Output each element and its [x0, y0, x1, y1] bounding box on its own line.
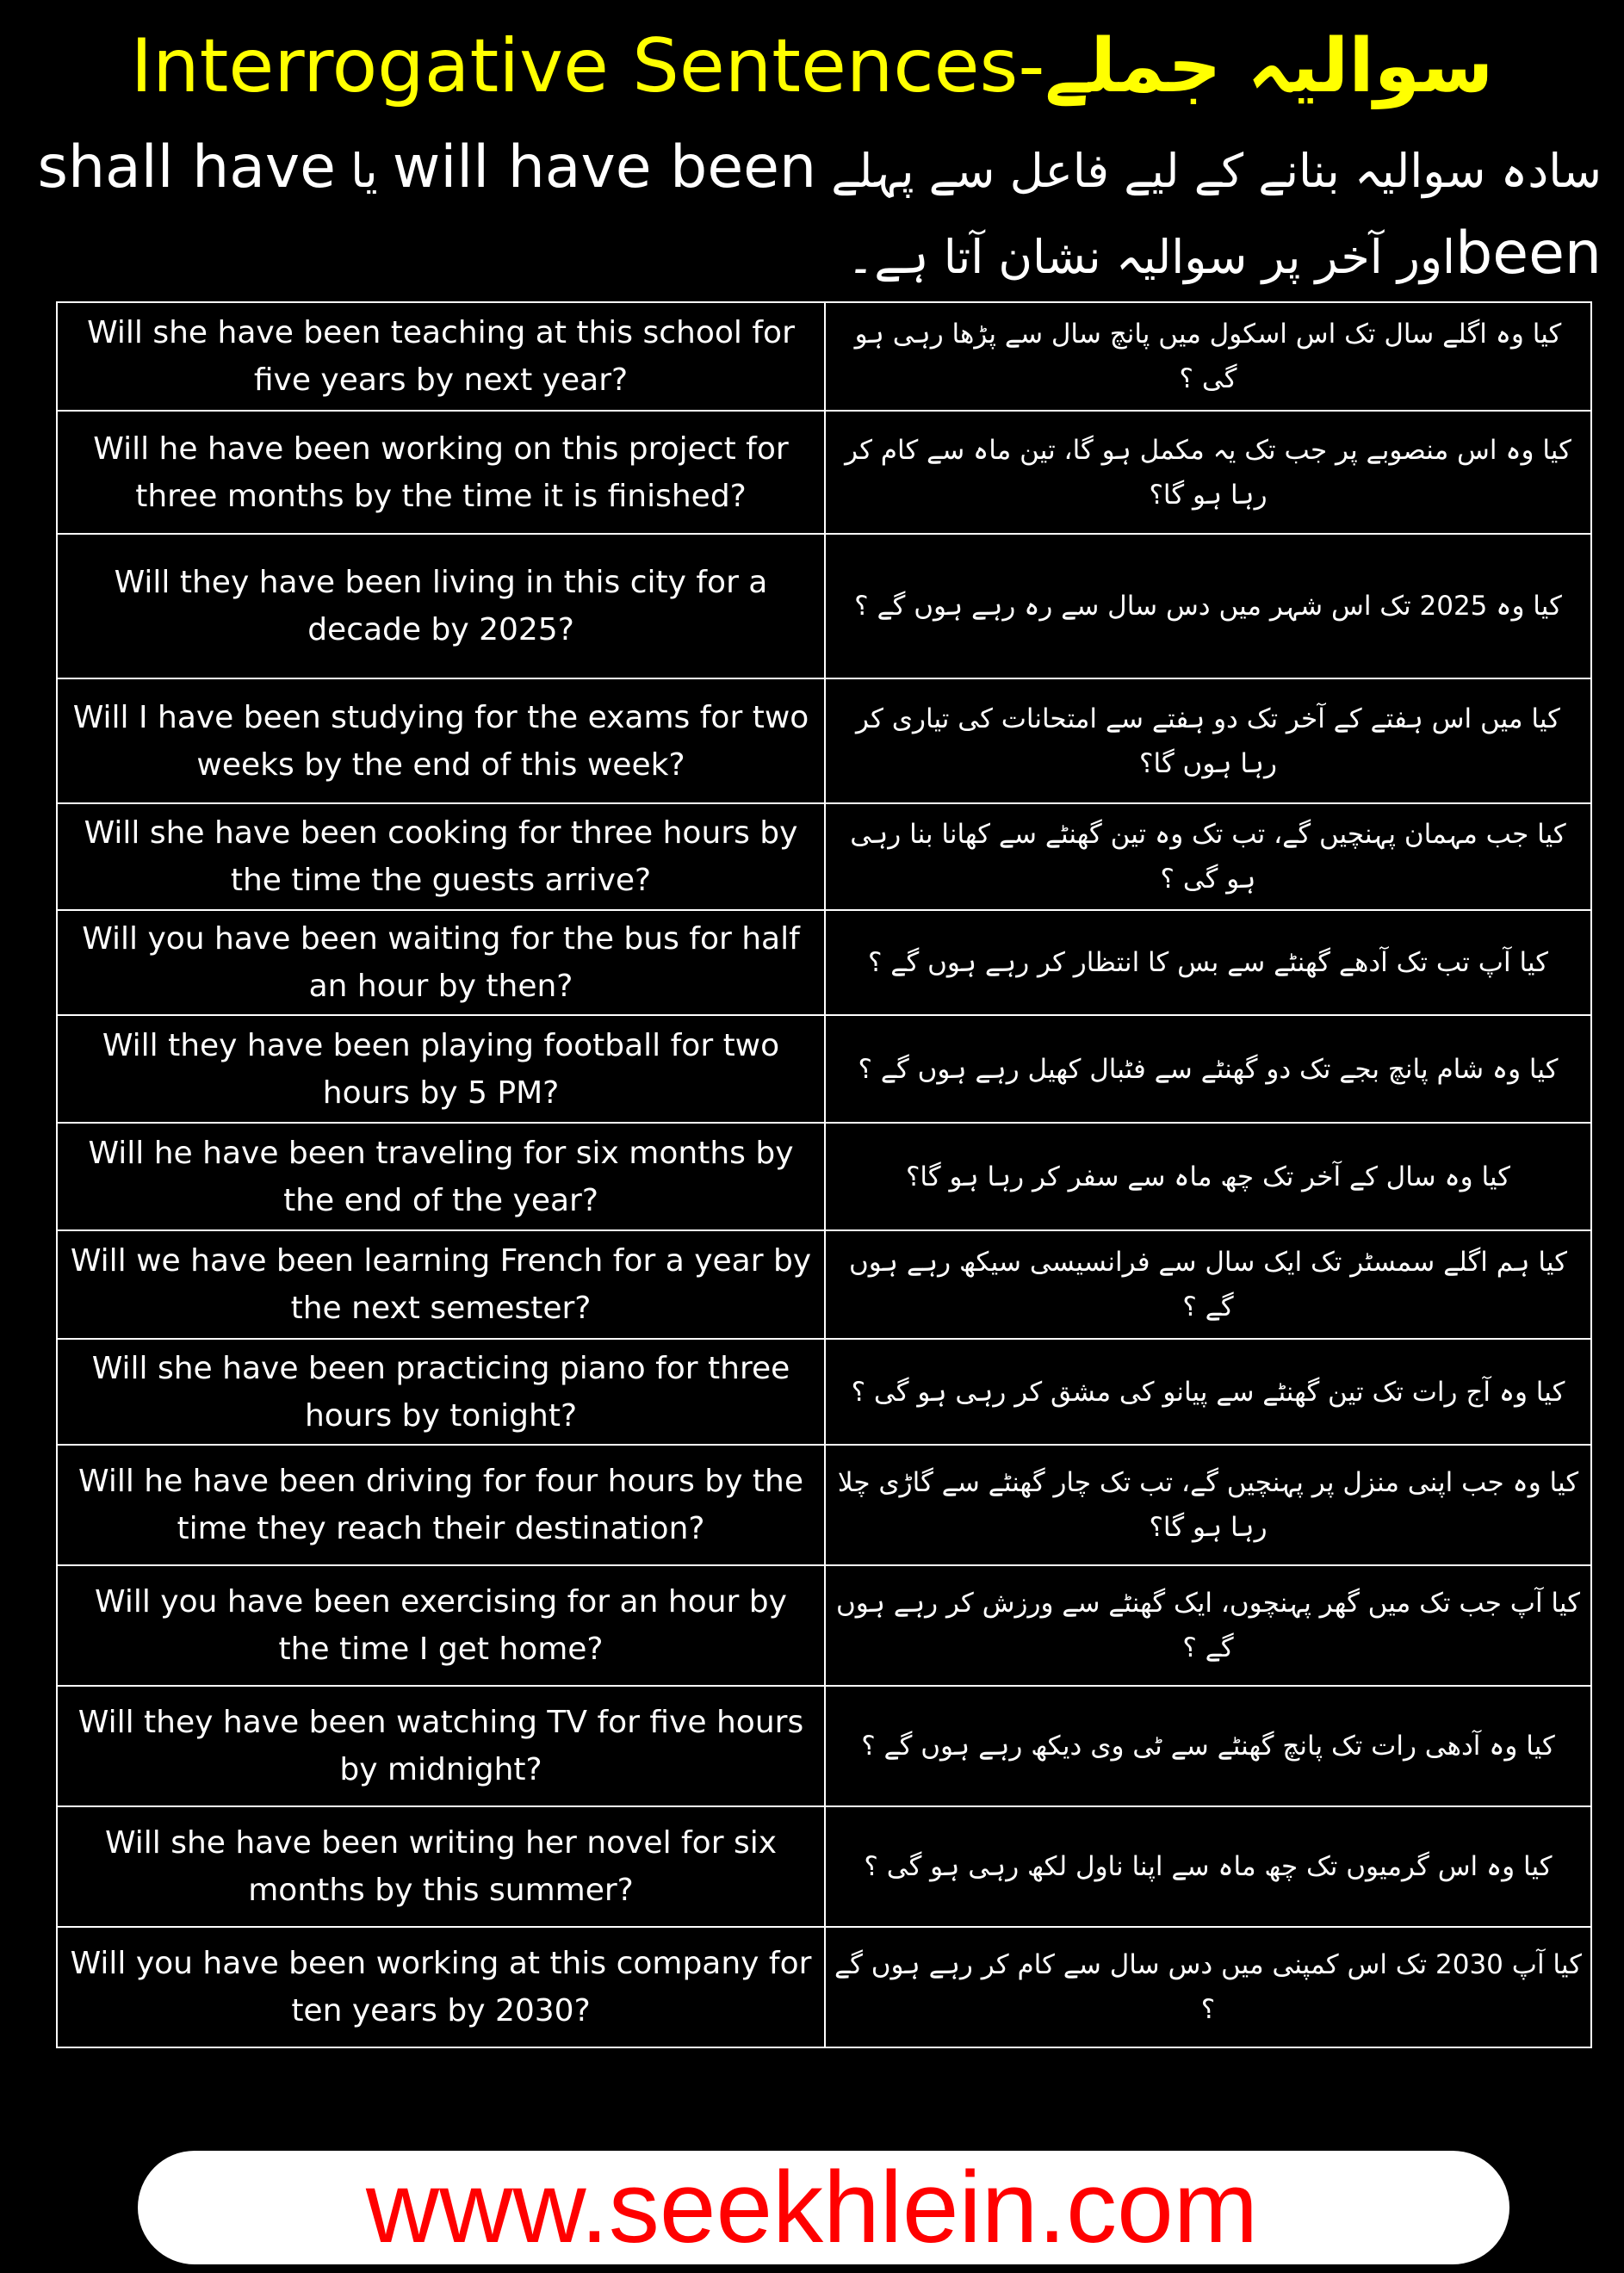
urdu-sentence: کیا وہ اس منصوبے پر جب تک یہ مکمل ہو گا، تین ماہ سے کام کر رہا ہو گا؟ — [825, 411, 1591, 534]
rule-line1-urdu: سادہ سوالیہ بنانے کے لیے فاعل سے پہلے — [831, 144, 1602, 198]
rule-line2-english: been — [1455, 220, 1602, 288]
urdu-sentence: کیا وہ 2025 تک اس شہر میں دس سال سے رہ رہے ہوں گے ؟ — [825, 534, 1591, 678]
english-sentence: Will she have been teaching at this school for five years by next year? — [57, 302, 825, 411]
urdu-sentence: کیا وہ سال کے آخر تک چھ ماہ سے سفر کر رہا ہو گا؟ — [825, 1123, 1591, 1230]
english-sentence: Will they have been watching TV for five hours by midnight? — [57, 1686, 825, 1806]
rule-line-1 — [37, 129, 1602, 210]
english-sentence: Will she have been cooking for three hours by the time the guests arrive? — [57, 803, 825, 910]
rule-line1-english-b: shall have — [37, 133, 336, 201]
table-row — [57, 302, 1591, 411]
urdu-sentence: کیا وہ شام پانچ بجے تک دو گھنٹے سے فٹبال کھیل رہے ہوں گے ؟ — [825, 1015, 1591, 1123]
urdu-sentence: کیا وہ اگلے سال تک اس اسکول میں پانچ سال سے پڑھا رہی ہو گی ؟ — [825, 302, 1591, 411]
table-row — [57, 411, 1591, 534]
table-row — [57, 678, 1591, 803]
table-row — [57, 1565, 1591, 1686]
english-sentence: Will she have been writing her novel for six months by this summer? — [57, 1806, 825, 1927]
table-row — [57, 910, 1591, 1015]
urdu-sentence: کیا وہ اس گرمیوں تک چھ ماہ سے اپنا ناول لکھ رہی ہو گی ؟ — [825, 1806, 1591, 1927]
english-sentence: Will they have been living in this city for a decade by 2025? — [57, 534, 825, 678]
title-urdu: سوالیہ جملے — [1044, 23, 1494, 109]
table-row — [57, 1686, 1591, 1806]
urdu-sentence: کیا جب مہمان پہنچیں گے، تب تک وہ تین گھنٹے سے کھانا بنا رہی ہو گی ؟ — [825, 803, 1591, 910]
english-sentence: Will we have been learning French for a year by the next semester? — [57, 1230, 825, 1339]
english-sentence: Will he have been driving for four hours by the time they reach their destination? — [57, 1445, 825, 1565]
urdu-sentence: کیا وہ آدھی رات تک پانچ گھنٹے سے ٹی وی دیکھ رہے ہوں گے ؟ — [825, 1686, 1591, 1806]
rule-line-2 — [181, 215, 1602, 296]
urdu-sentence: کیا آپ 2030 تک اس کمپنی میں دس سال سے کام کر رہے ہوں گے ؟ — [825, 1927, 1591, 2047]
english-sentence: Will he have been working on this project for three months by the time it is finished? — [57, 411, 825, 534]
urdu-sentence: کیا میں اس ہفتے کے آخر تک دو ہفتے سے امتحانات کی تیاری کر رہا ہوں گا؟ — [825, 678, 1591, 803]
table-row — [57, 1927, 1591, 2047]
table-row — [57, 1230, 1591, 1339]
urdu-sentence: کیا وہ جب اپنی منزل پر پہنچیں گے، تب تک چار گھنٹے سے گاڑی چلا رہا ہو گا؟ — [825, 1445, 1591, 1565]
table-row — [57, 1015, 1591, 1123]
english-sentence: Will you have been working at this company for ten years by 2030? — [57, 1927, 825, 2047]
english-sentence: Will she have been practicing piano for three hours by tonight? — [57, 1339, 825, 1445]
title-english: Interrogative Sentences- — [130, 23, 1045, 109]
urdu-sentence: کیا وہ آج رات تک تین گھنٹے سے پیانو کی مشق کر رہی ہو گی ؟ — [825, 1339, 1591, 1445]
urdu-sentence: کیا آپ تب تک آدھے گھنٹے سے بس کا انتظار کر رہے ہوں گے ؟ — [825, 910, 1591, 1015]
page-title — [0, 19, 1624, 114]
sentence-table — [56, 301, 1592, 2048]
urdu-sentence: کیا آپ جب تک میں گھر پہنچوں، ایک گھنٹے سے ورزش کر رہے ہوں گے ؟ — [825, 1565, 1591, 1686]
website-url: www.seekhlein.com — [365, 2151, 1259, 2264]
english-sentence: Will you have been exercising for an hour by the time I get home? — [57, 1565, 825, 1686]
table-row — [57, 1445, 1591, 1565]
table-row — [57, 1339, 1591, 1445]
table-row — [57, 1806, 1591, 1927]
rule-line1-ya: یا — [350, 144, 378, 198]
table-row — [57, 803, 1591, 910]
english-sentence: Will he have been traveling for six months by the end of the year? — [57, 1123, 825, 1230]
english-sentence: Will they have been playing football for two hours by 5 PM? — [57, 1015, 825, 1123]
table-row — [57, 1123, 1591, 1230]
table-row — [57, 534, 1591, 678]
english-sentence: Will I have been studying for the exams for two weeks by the end of this week? — [57, 678, 825, 803]
rule-line1-english-a: will have been — [392, 133, 817, 201]
urdu-sentence: کیا ہم اگلے سمسٹر تک ایک سال سے فرانسیسی سیکھ رہے ہوں گے ؟ — [825, 1230, 1591, 1339]
english-sentence: Will you have been waiting for the bus for half an hour by then? — [57, 910, 825, 1015]
rule-line2-urdu: اور آخر پر سوالیہ نشان آتا ہے۔ — [846, 230, 1456, 284]
